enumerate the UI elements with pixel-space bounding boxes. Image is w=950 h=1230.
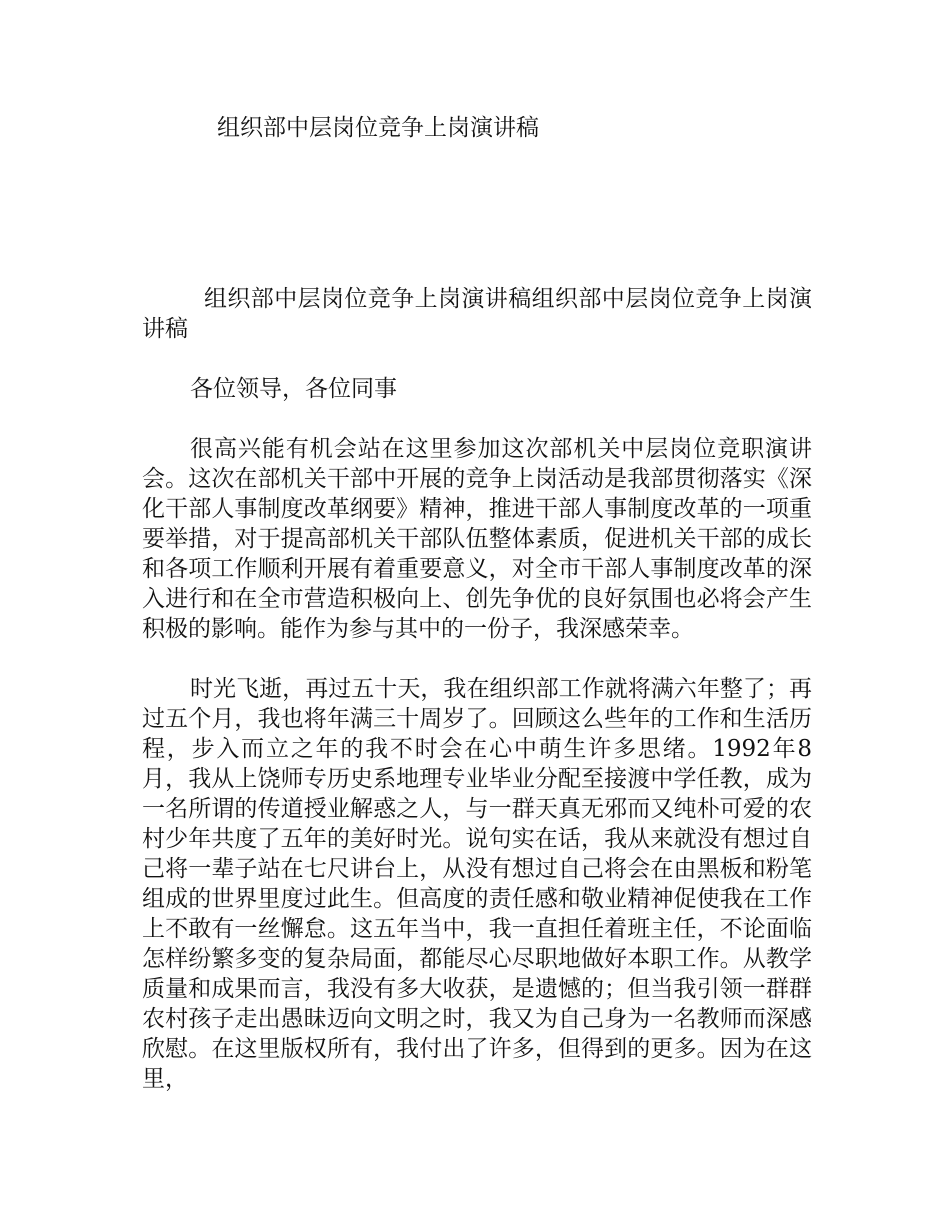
salutation-paragraph: 各位领导，各位同事 [190, 376, 397, 402]
body-paragraph: 时光飞逝，再过五十天，我在组织部工作就将满六年整了；再过五个月，我也将年满三十周岁了。回顾这么些年的工作和生活历程，步入而立之年的我不时会在心中萌生许多思绪。1992年8月，我从上饶师专历史系地理专业毕业分配至接渡中学任教，成为一名所谓的传道授业解惑之人，与一群天真无邪而又纯朴可爱的农村少年共度了五年的美好时光。说句实在话，我从来就没有想过自己将一辈子站在七尺讲台上，从没有想过自己将会在由黑板和粉笔组成的世界里度过此生。但高度的责任感和敬业精神促使我在工作上不敢有一丝懈怠。这五年当中，我一直担任着班主任，不论面临怎样纷繁多变的复杂局面，都能尽心尽职地做好本职工作。从教学质量和成果而言，我没有多大收获，是遗憾的；但当我引领一群群农村孩子走出愚昧迈向文明之时，我又为自己身为一名教师而深感欣慰。在这里版权所有，我付出了许多，但得到的更多。因为在这里， [142, 676, 812, 1092]
body-heading-paragraph: 组织部中层岗位竞争上岗演讲稿组织部中层岗位竞争上岗演讲稿 [142, 286, 812, 342]
document-title: 组织部中层岗位竞争上岗演讲稿 [217, 115, 539, 141]
document-body [142, 284, 812, 1124]
body-paragraph: 很高兴能有机会站在这里参加这次部机关中层岗位竞职演讲会。这次在部机关干部中开展的竞争上岗活动是我部贯彻落实《深化干部人事制度改革纲要》精神，推进干部人事制度改革的一项重要举措，对于提高部机关干部队伍整体素质，促进机关干部的成长和各项工作顺利开展有着重要意义，对全市干部人事制度改革的深入进行和在全市营造积极向上、创先争优的良好氛围也必将会产生积极的影响。能作为参与其中的一份子，我深感荣幸。 [142, 436, 812, 642]
